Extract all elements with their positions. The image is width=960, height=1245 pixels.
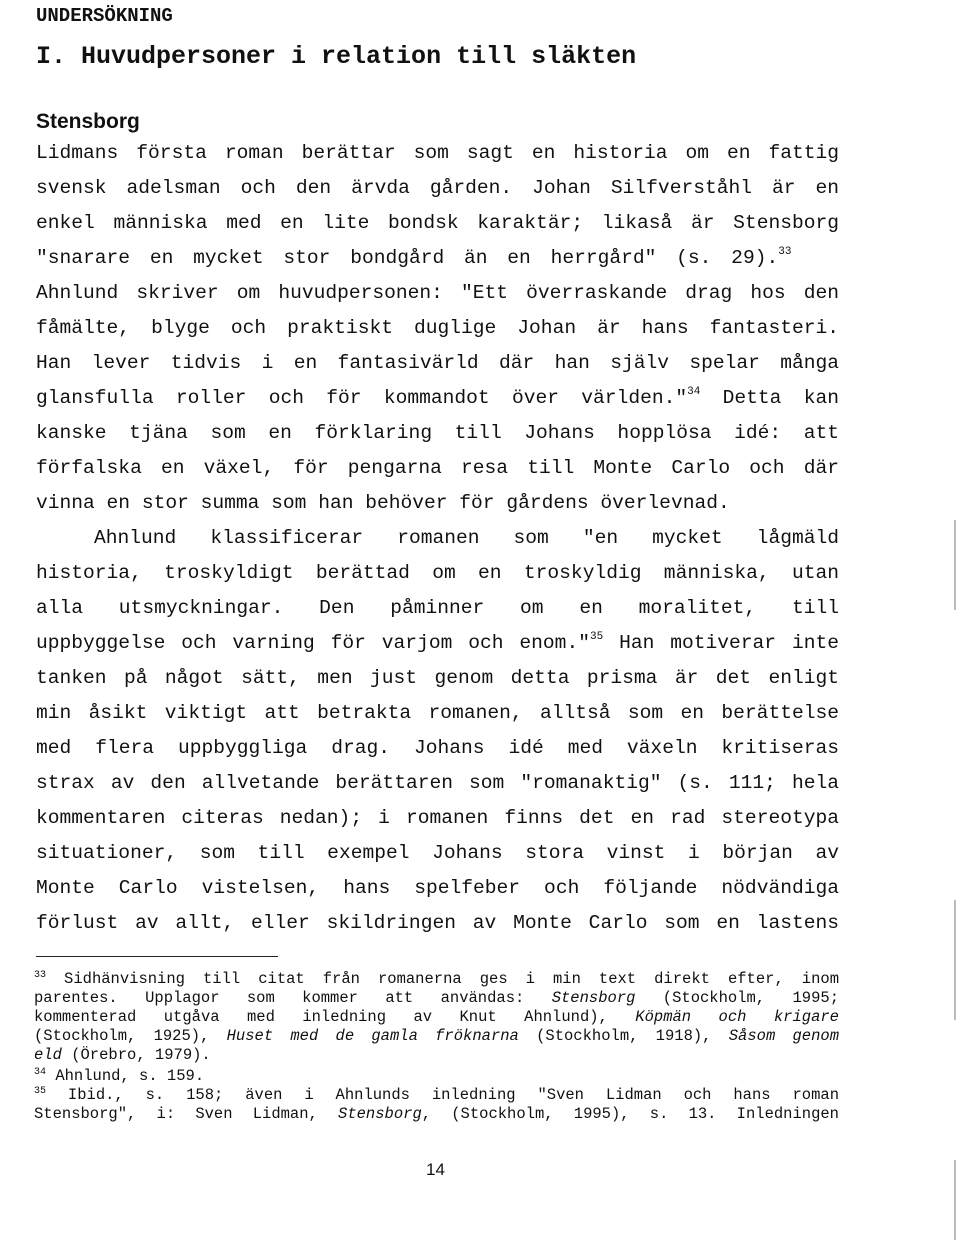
footnote-33-line [34, 1046, 211, 1065]
footnote-text: (Stockholm, 1995; [635, 989, 839, 1007]
body-line: situationer, som till exempel Johans stora vinst i början av [36, 842, 839, 864]
scan-artifact [954, 900, 956, 1020]
body-line [36, 386, 839, 410]
footnote-ref-35[interactable]: 35 [589, 631, 604, 643]
body-line: med flera uppbyggliga drag. Johans idé med växeln kritiseras [36, 737, 839, 759]
body-text: "snarare en mycket stor bondgård än en herrgård" (s. 29). [36, 247, 779, 269]
body-line: Ahnlund skriver om huvudpersonen: "Ett överraskande drag hos den [36, 282, 839, 304]
body-line: historia, troskyldigt berättad om en troskyldig människa, utan [36, 562, 839, 584]
footnote-title: eld [34, 1046, 62, 1064]
body-line: min åsikt viktigt att betrakta romanen, alltså som en berättelse [36, 702, 839, 724]
footnote-text: Ibid., s. 158; även i Ahnlunds inledning "Sven Lidman och hans roman [46, 1086, 839, 1104]
footnote-ref-33[interactable]: 33 [778, 246, 792, 258]
footnote-34-line [34, 1067, 204, 1086]
scan-artifact [954, 1160, 956, 1240]
footnote-text: (Stockholm, 1918), [518, 1027, 729, 1045]
chapter-title: I. Huvudpersoner i relation till släkten [36, 42, 637, 71]
footnote-35-line [34, 1086, 839, 1105]
footnote-33-line [34, 989, 839, 1008]
footnote-number: 35 [34, 1086, 47, 1097]
body-text: glansfulla roller och för kommandot över världen." [36, 387, 688, 409]
body-line: vinna en stor summa som han behöver för gårdens överlevnad. [36, 492, 730, 514]
section-heading: Stensborg [36, 110, 140, 133]
body-line: Ahnlund klassificerar romanen som "en mycket lågmäld [94, 527, 839, 549]
body-line: kanske tjäna som en förklaring till Johans hopplösa idé: att [36, 422, 839, 444]
footnote-35-line [34, 1105, 839, 1124]
body-text: Detta kan [700, 387, 839, 409]
footnote-title: Stensborg [551, 989, 636, 1007]
page-number: 14 [426, 1160, 445, 1179]
footnote-number: 34 [34, 1067, 47, 1078]
body-line: svensk adelsman och den ärvda gården. Johan Silfverståhl är en [36, 177, 839, 199]
footnote-text: (Örebro, 1979). [61, 1046, 211, 1064]
footnote-33-line [34, 1008, 839, 1027]
footnote-title: Köpmän och krigare [635, 1008, 839, 1026]
footnote-title: Såsom genom [728, 1027, 839, 1045]
body-line: Lidmans första roman berättar som sagt en historia om en fattig [36, 142, 839, 164]
body-line: enkel människa med en lite bondsk karaktär; likaså är Stensborg [36, 212, 839, 234]
scan-artifact [954, 520, 956, 610]
body-line: förfalska en växel, för pengarna resa till Monte Carlo och där [36, 457, 839, 479]
footnote-separator [36, 956, 278, 957]
body-text: uppbyggelse och varning för varjom och enom." [36, 632, 590, 654]
body-line: Han lever tidvis i en fantasivärld där han själv spelar många [36, 352, 839, 374]
body-line: kommentaren citeras nedan); i romanen finns det en rad stereotypa [36, 807, 839, 829]
body-line: fåmälte, blyge och praktiskt duglige Johan är hans fantasteri. [36, 317, 839, 339]
body-line [36, 631, 839, 655]
footnote-text: (Stockholm, 1925), [34, 1027, 227, 1045]
footnote-33-line [34, 1027, 839, 1046]
body-text: Han motiverar inte [603, 632, 839, 654]
body-line: tanken på något sätt, men just genom detta prisma är det enligt [36, 667, 839, 689]
body-line: strax av den allvetande berättaren som "romanaktig" (s. 111; hela [36, 772, 839, 794]
footnote-text: Ahnlund, s. 159. [46, 1067, 205, 1085]
footnote-title: Stensborg [338, 1105, 422, 1123]
footnote-text: parentes. Upplagor som kommer att användas: [34, 989, 552, 1007]
section-label: UNDERSÖKNING [36, 5, 173, 27]
footnote-title: Huset med de gamla fröknarna [226, 1027, 519, 1045]
footnote-ref-34[interactable]: 34 [687, 386, 701, 398]
footnote-text: Sidhänvisning till citat från romanerna ges i min text direkt efter, inom [64, 970, 839, 988]
body-line [36, 246, 791, 270]
body-line: förlust av allt, eller skildringen av Monte Carlo som en lastens [36, 912, 839, 934]
footnote-text: Stensborg", i: Sven Lidman, [34, 1105, 339, 1123]
footnote-number: 33 [34, 970, 47, 981]
footnote-text: , (Stockholm, 1995), s. 13. Inledningen [421, 1105, 839, 1123]
footnote-text: kommenterad utgåva med inledning av Knut Ahnlund), [34, 1008, 636, 1026]
body-line: alla utsmyckningar. Den påminner om en moralitet, till [36, 597, 839, 619]
body-line: Monte Carlo vistelsen, hans spelfeber och följande nödvändiga [36, 877, 839, 899]
footnote-33-line [34, 970, 839, 989]
